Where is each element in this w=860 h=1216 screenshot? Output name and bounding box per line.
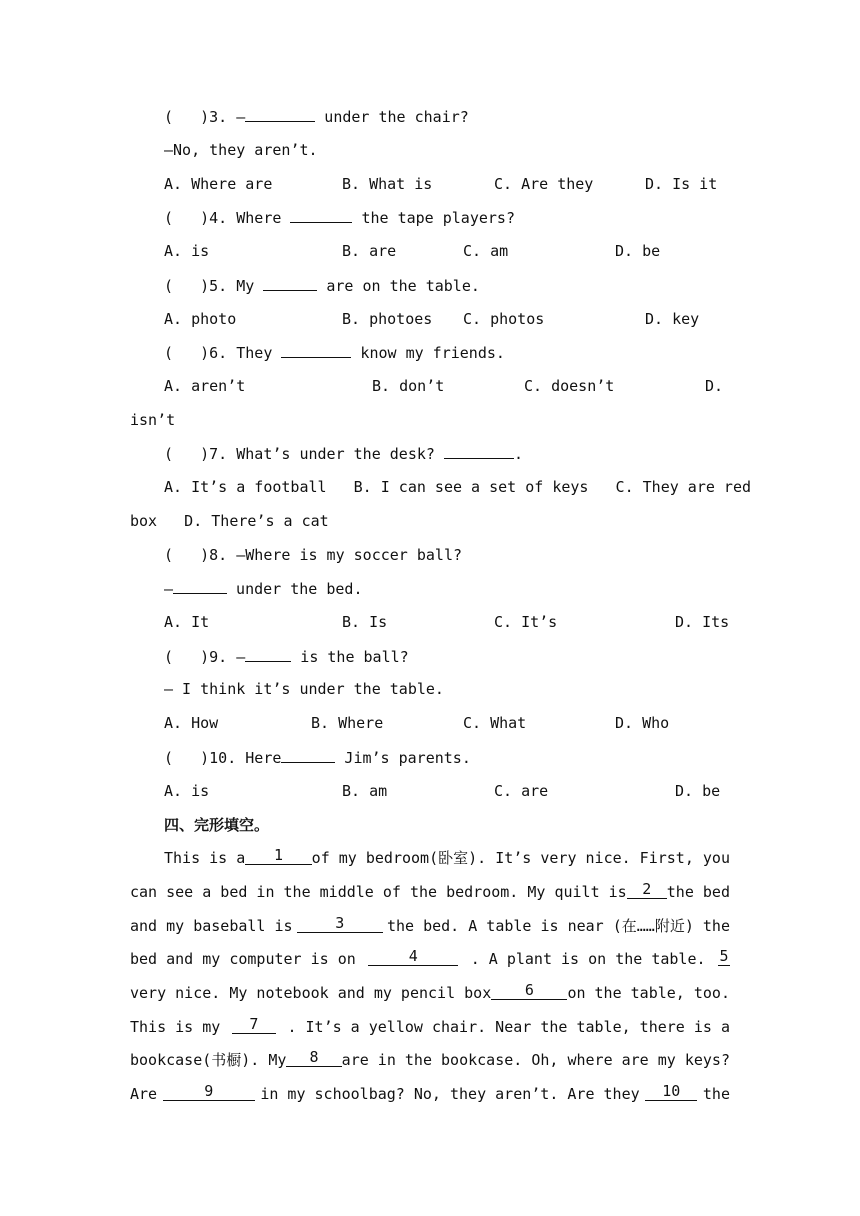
cloze-text: and my baseball is xyxy=(130,917,293,935)
question-text: the tape players? xyxy=(352,209,515,227)
option-c: C. are xyxy=(494,782,549,800)
question-text: . xyxy=(513,445,523,463)
cloze-blank-8: 8 xyxy=(286,1048,341,1067)
cloze-text: very nice. My notebook and my pencil box xyxy=(130,984,492,1002)
answer-blank xyxy=(173,576,227,594)
question-10-stem xyxy=(164,745,764,769)
cloze-line-3 xyxy=(130,914,730,938)
cloze-blank-7: 7 xyxy=(232,1015,276,1034)
option-c: C. doesn’t xyxy=(524,377,615,395)
answer-blank xyxy=(281,745,335,763)
question-10-options xyxy=(164,779,764,803)
question-9-stem xyxy=(164,644,764,668)
option-c: C. photos xyxy=(463,310,545,328)
answer-blank xyxy=(263,273,317,291)
cloze-blank-5: 5 xyxy=(719,947,729,965)
cloze-text: the bed xyxy=(666,883,730,901)
question-text: Jim’s parents. xyxy=(335,749,471,767)
question-7-stem xyxy=(164,441,764,465)
option-a: A. is xyxy=(164,242,210,260)
question-text: 7. What’s under the desk? xyxy=(209,445,444,463)
option-d: D. Its xyxy=(675,613,730,631)
cloze-text: the bed. A table is near (在……附近) the xyxy=(386,917,730,935)
cloze-blank-10: 10 xyxy=(645,1082,697,1101)
cloze-blank-3: 3 xyxy=(297,914,383,933)
question-text: 6. They xyxy=(209,344,282,362)
option-c: C. It’s xyxy=(494,613,558,631)
option-a: A. photo xyxy=(164,310,237,328)
question-3-options xyxy=(164,172,764,196)
option-b: B. Is xyxy=(342,613,388,631)
question-8-answer xyxy=(164,576,764,600)
answer-paren: ( ) xyxy=(164,277,210,295)
cloze-blank-2: 2 xyxy=(627,880,667,899)
cloze-text: This is my xyxy=(130,1018,221,1036)
cloze-blank-9: 9 xyxy=(163,1082,255,1101)
option-c: C. Are they xyxy=(494,175,594,193)
option-b: B. What is xyxy=(342,175,433,193)
answer-paren: ( ) xyxy=(164,749,210,767)
option-a: A. is xyxy=(164,782,210,800)
cloze-text: of my bedroom(卧室). It’s very nice. First, you xyxy=(311,849,730,867)
option-c: C. am xyxy=(463,242,509,260)
cloze-text: This is a xyxy=(164,849,246,867)
question-9-options xyxy=(164,711,764,735)
cloze-text: are in the bookcase. Oh, where are my keys? xyxy=(341,1051,730,1069)
answer-blank xyxy=(281,340,351,358)
cloze-text: . It’s a yellow chair. Near the table, there is a xyxy=(287,1018,730,1036)
cloze-line-4 xyxy=(130,947,730,971)
cloze-text: on the table, too. xyxy=(567,984,730,1002)
question-text: — xyxy=(164,580,174,598)
option-d: D. xyxy=(705,377,724,395)
question-text: 3. — xyxy=(209,108,246,126)
cloze-line-2 xyxy=(130,880,730,904)
cloze-text: bed and my computer is on xyxy=(130,950,356,968)
question-8-options xyxy=(164,610,764,634)
answer-blank xyxy=(245,104,315,122)
question-5-options xyxy=(164,307,764,331)
option-b: B. don’t xyxy=(372,377,445,395)
question-8-stem xyxy=(164,543,764,567)
option-d: D. Is it xyxy=(645,175,718,193)
question-text: know my friends. xyxy=(351,344,505,362)
question-7-options: A. It’s a football B. I can see a set of keys C. They are red xyxy=(164,478,751,496)
answer-paren: ( ) xyxy=(164,648,210,666)
question-text: is the ball? xyxy=(291,648,409,666)
cloze-text: bookcase(书橱). My xyxy=(130,1051,287,1069)
answer-paren: ( ) xyxy=(164,445,210,463)
cloze-text: the xyxy=(702,1085,730,1103)
section-heading: 四、完形填空。 xyxy=(164,816,270,834)
option-b: B. are xyxy=(342,242,397,260)
option-a: A. It xyxy=(164,613,210,631)
cloze-blank-1: 1 xyxy=(245,846,311,865)
question-7-options-wrap: box D. There’s a cat xyxy=(130,512,329,530)
answer-blank xyxy=(444,441,514,459)
answer-paren: ( ) xyxy=(164,108,210,126)
cloze-line-5 xyxy=(130,981,730,1005)
option-b: B. am xyxy=(342,782,388,800)
question-text: under the chair? xyxy=(315,108,469,126)
option-b: B. Where xyxy=(311,714,384,732)
question-5-stem xyxy=(164,273,764,297)
cloze-text: Are xyxy=(130,1085,158,1103)
cloze-text: in my schoolbag? No, they aren’t. Are they xyxy=(260,1085,640,1103)
question-4-stem xyxy=(164,205,764,229)
cloze-blank-4: 4 xyxy=(368,947,458,966)
option-d: D. be xyxy=(615,242,661,260)
option-a: A. aren’t xyxy=(164,377,246,395)
cloze-line-6 xyxy=(130,1015,730,1039)
cloze-text: . A plant is on the table. xyxy=(470,950,706,968)
option-b: B. photoes xyxy=(342,310,433,328)
cloze-line-1 xyxy=(164,846,730,870)
question-9-answer: — I think it’s under the table. xyxy=(164,680,444,698)
answer-paren: ( ) xyxy=(164,209,210,227)
question-6-option-d-wrap: isn’t xyxy=(130,411,176,429)
option-a: A. Where are xyxy=(164,175,273,193)
question-text: 5. My xyxy=(209,277,264,295)
question-text: 8. —Where is my soccer ball? xyxy=(209,546,463,564)
answer-blank xyxy=(290,205,352,223)
answer-paren: ( ) xyxy=(164,344,210,362)
option-d: D. be xyxy=(675,782,721,800)
question-text: 9. — xyxy=(209,648,246,666)
option-a: A. How xyxy=(164,714,219,732)
question-6-options xyxy=(164,374,764,398)
question-3-answer: —No, they aren’t. xyxy=(164,141,318,159)
answer-blank xyxy=(245,644,291,662)
option-d: D. key xyxy=(645,310,700,328)
cloze-line-7 xyxy=(130,1048,730,1072)
cloze-text: can see a bed in the middle of the bedroom. My quilt is xyxy=(130,883,627,901)
question-text: 4. Where xyxy=(209,209,291,227)
question-3-stem xyxy=(164,104,764,128)
question-4-options xyxy=(164,239,764,263)
cloze-line-8 xyxy=(130,1082,730,1106)
question-6-stem xyxy=(164,340,764,364)
question-text: are on the table. xyxy=(317,277,480,295)
question-text: 10. Here xyxy=(209,749,282,767)
answer-paren: ( ) xyxy=(164,546,210,564)
question-text: under the bed. xyxy=(227,580,363,598)
option-d: D. Who xyxy=(615,714,670,732)
option-c: C. What xyxy=(463,714,527,732)
cloze-blank-6: 6 xyxy=(491,981,567,1000)
